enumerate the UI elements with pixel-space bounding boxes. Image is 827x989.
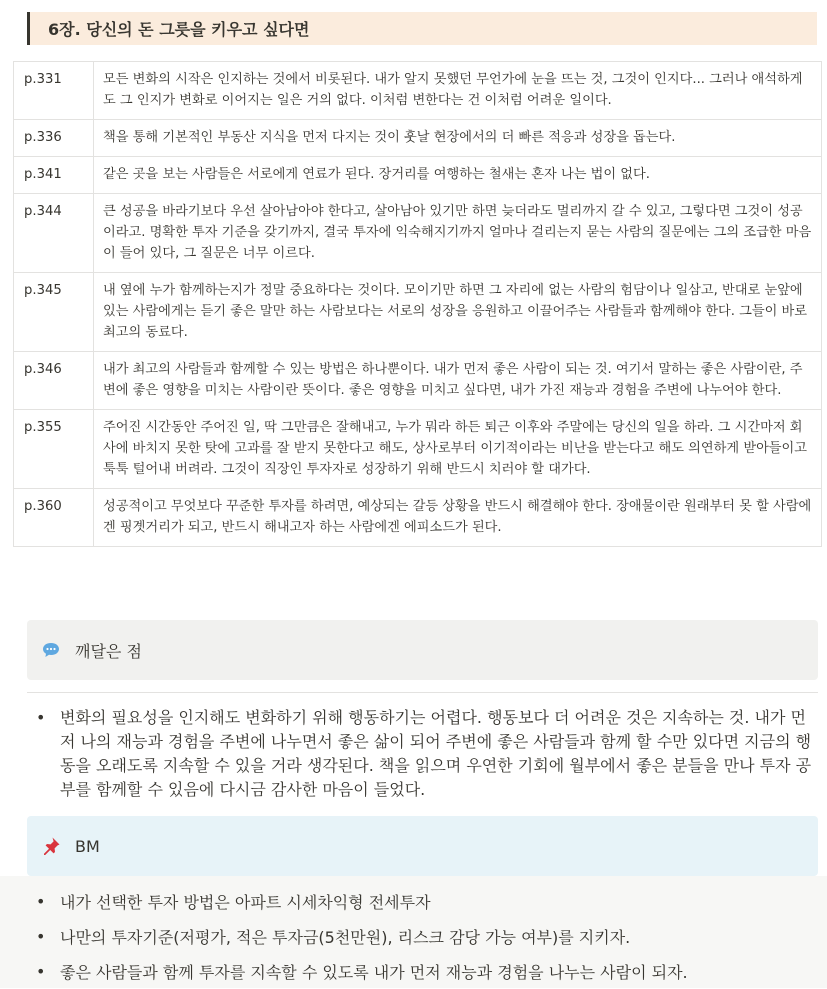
table-row — [14, 352, 822, 410]
chapter-heading — [27, 12, 817, 45]
bm-text: 내가 선택한 투자 방법은 아파트 시세차익형 전세투자 — [60, 893, 431, 912]
divider — [27, 692, 818, 693]
table-row — [14, 120, 822, 157]
bm-list — [36, 884, 816, 989]
realization-callout — [27, 620, 818, 680]
quote-text: 같은 곳을 보는 사람들은 서로에게 연료가 된다. 장거리를 여행하는 철새는 혼자 나는 법이 없다. — [94, 157, 822, 194]
table-row — [14, 157, 822, 194]
bm-label: BM — [75, 836, 100, 856]
quote-page: p.346 — [14, 352, 94, 410]
speech-bubble-icon — [41, 640, 61, 660]
quote-text: 모든 변화의 시작은 인지하는 것에서 비롯된다. 내가 알지 못했던 무언가에 눈을 뜨는 것, 그것이 인지다... 그러나 애석하게도 그 인지가 변화로 이어지는 일은 거의 없다. 이처럼 변한다는 건 이처럼 어려운 일이다. — [94, 62, 822, 120]
list-item — [36, 706, 816, 802]
table-row — [14, 410, 822, 489]
bm-text: 나만의 투자기준(저평가, 적은 투자금(5천만원), 리스크 감당 가능 여부)를 지키자. — [60, 928, 631, 947]
quote-page: p.341 — [14, 157, 94, 194]
table-row — [14, 489, 822, 547]
pushpin-icon — [41, 836, 61, 856]
quote-page: p.360 — [14, 489, 94, 547]
table-row — [14, 273, 822, 352]
list-item — [36, 884, 816, 919]
bullet-dot: • — [36, 926, 46, 946]
bm-callout — [27, 816, 818, 876]
chapter-title: 6장. 당신의 돈 그릇을 키우고 싶다면 — [48, 20, 310, 39]
bullet-dot: • — [36, 961, 46, 981]
quote-text: 주어진 시간동안 주어진 일, 딱 그만큼은 잘해내고, 누가 뭐라 하든 퇴근 이후와 주말에는 당신의 일을 하라. 그 시간마저 회사에 바치지 못한 탓에 고과를 잘 받지 못한다고 해도, 상사로부터 이기적이라는 비난을 받는다고 해도 의연하게 받아들이고 툭툭 털어내 버려라. 그것이 직장인 투자자로 성장하기 위해 반드시 치러야 할 대가다. — [94, 410, 822, 489]
quote-page: p.355 — [14, 410, 94, 489]
bm-text: 좋은 사람들과 함께 투자를 지속할 수 있도록 내가 먼저 재능과 경험을 나누는 사람이 되자. — [60, 963, 688, 982]
realization-text: 변화의 필요성을 인지해도 변화하기 위해 행동하기는 어렵다. 행동보다 더 어려운 것은 지속하는 것. 내가 먼저 나의 재능과 경험을 주변에 나누면서 좋은 삶이 되어 주변에 좋은 사람들과 함께 할 수만 있다면 지금의 행동을 오래도록 지속할 수 있을 거라 생각된다. 책을 읽으며 우연한 기회에 월부에서 좋은 분들을 만나 투자 공부를 함께할 수 있음에 다시금 감사한 마음이 들었다. — [60, 708, 812, 799]
quotes-table — [13, 61, 822, 547]
table-row — [14, 194, 822, 273]
realization-label: 깨달은 점 — [75, 641, 142, 661]
bullet-dot: • — [36, 708, 46, 727]
quote-text: 책을 통해 기본적인 부동산 지식을 먼저 다지는 것이 훗날 현장에서의 더 빠른 적응과 성장을 돕는다. — [94, 120, 822, 157]
quote-text: 성공적이고 무엇보다 꾸준한 투자를 하려면, 예상되는 갈등 상황을 반드시 해결해야 한다. 장애물이란 원래부터 못 할 사람에겐 핑곗거리가 되고, 반드시 해내고자 하는 사람에겐 에피소드가 된다. — [94, 489, 822, 547]
quote-page: p.345 — [14, 273, 94, 352]
table-row — [14, 62, 822, 120]
list-item — [36, 954, 816, 989]
quote-text: 큰 성공을 바라기보다 우선 살아남아야 한다고, 살아남아 있기만 하면 늦더라도 멀리까지 갈 수 있고, 그렇다면 그것이 성공이라고. 명확한 투자 기준을 갖기까지, 결국 투자에 익숙해지기까지 얼마나 걸리는지 묻는 사람의 질문에는 그의 조급한 마음이 들어 있다, 그 질문은 너무 이르다. — [94, 194, 822, 273]
quote-text: 내가 최고의 사람들과 함께할 수 있는 방법은 하나뿐이다. 내가 먼저 좋은 사람이 되는 것. 여기서 말하는 좋은 사람이란, 주변에 좋은 영향을 미치는 사람이란 뜻이다. 좋은 영향을 미치고 싶다면, 내가 가진 재능과 경험을 주변에 나누어야 한다. — [94, 352, 822, 410]
quote-page: p.331 — [14, 62, 94, 120]
quote-text: 내 옆에 누가 함께하는지가 정말 중요하다는 것이다. 모이기만 하면 그 자리에 없는 사람의 험담이나 일삼고, 반대로 눈앞에 있는 사람에게는 듣기 좋은 말만 하는 사람보다는 서로의 성장을 응원하고 이끌어주는 사람들과 함께해야 한다. 그들이 바로 최고의 동료다. — [94, 273, 822, 352]
realization-list — [36, 706, 816, 802]
bullet-dot: • — [36, 891, 46, 911]
list-item — [36, 919, 816, 954]
quote-page: p.344 — [14, 194, 94, 273]
quote-page: p.336 — [14, 120, 94, 157]
